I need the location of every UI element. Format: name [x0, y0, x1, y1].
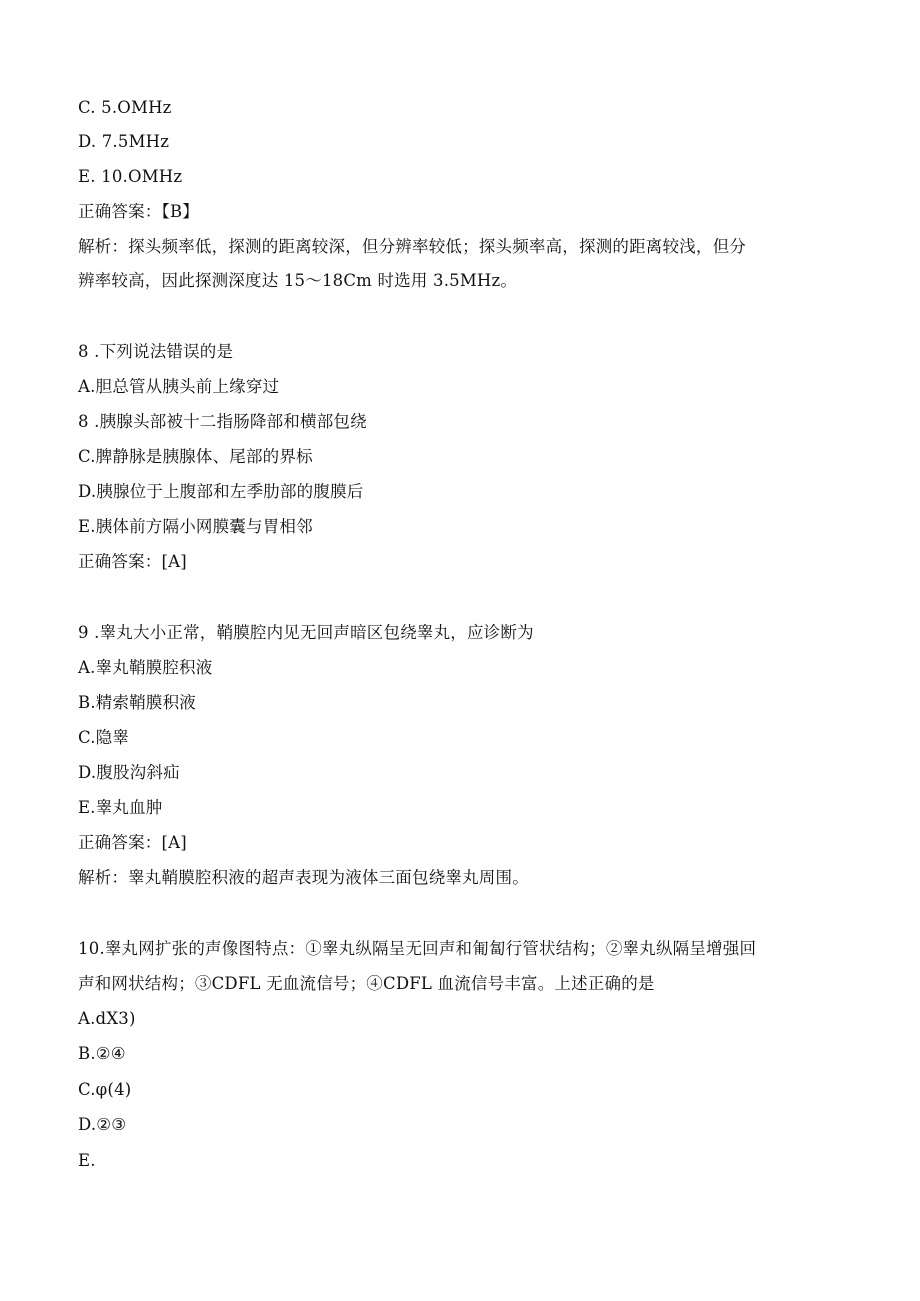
q10-question-line2: 声和网状结构；③CDFL 无血流信号；④CDFL 血流信号丰富。上述正确的是 [78, 974, 655, 993]
q7-option-e: E. 10.OMHz [78, 167, 183, 186]
q10-option-c: C.φ(4) [78, 1080, 132, 1099]
q8-option-e: E.胰体前方隔小网膜囊与胃相邻 [78, 517, 313, 536]
q9-option-d: D.腹股沟斜疝 [78, 763, 180, 782]
q10-option-b: B.②④ [78, 1044, 126, 1063]
q8-option-a: A.胆总管从胰头前上缘穿过 [78, 377, 280, 396]
q10-option-d: D.②③ [78, 1115, 127, 1134]
q7-analysis-line2: 辨率较高，因此探测深度达 15～18Cm 时选用 3.5MHz。 [78, 271, 518, 290]
q8-option-b: 8 .胰腺头部被十二指肠降部和横部包绕 [78, 412, 367, 431]
q8-option-c: C.脾静脉是胰腺体、尾部的界标 [78, 447, 313, 466]
q7-option-c: C. 5.OMHz [78, 98, 172, 117]
q10-option-a: A.dX3) [78, 1009, 136, 1028]
q10-question-line1: 10.睾丸网扩张的声像图特点：①睾丸纵隔呈无回声和匍匐行管状结构；②睾丸纵隔呈增强回 [78, 939, 757, 958]
q9-option-c: C.隐睾 [78, 728, 130, 747]
q8-question: 8 .下列说法错误的是 [78, 342, 234, 361]
q9-option-e: E.睾丸血肿 [78, 798, 163, 817]
q9-option-b: B.精索鞘膜积液 [78, 693, 196, 712]
q9-option-a: A.睾丸鞘膜腔积液 [78, 658, 213, 677]
q8-option-d: D.胰腺位于上腹部和左季肋部的腹膜后 [78, 482, 364, 501]
q8-answer: 正确答案：[A] [78, 552, 187, 571]
q7-analysis-line1: 解析：探头频率低，探测的距离较深，但分辨率较低；探头频率高，探测的距离较浅，但分 [78, 237, 746, 256]
q7-option-d: D. 7.5MHz [78, 132, 170, 151]
q9-analysis: 解析：睾丸鞘膜腔积液的超声表现为液体三面包绕睾丸周围。 [78, 868, 529, 887]
q10-option-e: E. [78, 1151, 96, 1170]
q7-answer: 正确答案：【B】 [78, 202, 199, 221]
q9-question: 9 .睾丸大小正常，鞘膜腔内见无回声暗区包绕睾丸，应诊断为 [78, 623, 534, 642]
q9-answer: 正确答案：[A] [78, 833, 187, 852]
